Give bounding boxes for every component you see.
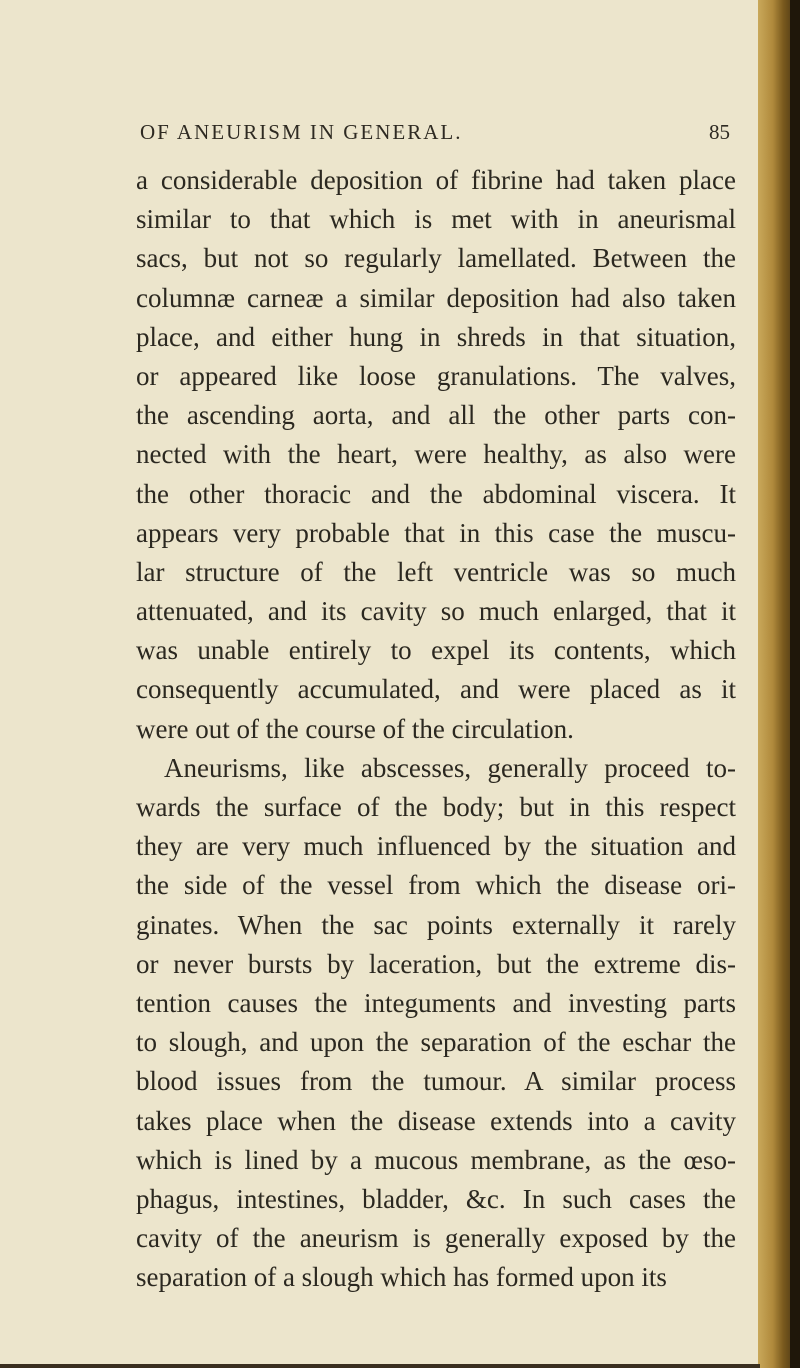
text-line: lar structure of the left ventricle was so much — [136, 556, 736, 587]
text-line: wards the surface of the body; but in this respect — [136, 792, 736, 822]
text-line: takes place when the disease extends into a cavity — [136, 1105, 736, 1136]
text-line: the side of the vessel from which the disease ori- — [136, 870, 736, 901]
text-line: consequently accumulated, and were placed as it — [136, 674, 736, 705]
body-text — [136, 161, 736, 1297]
text-line: the other thoracic and the abdominal viscera. It — [136, 478, 736, 509]
text-line: or appeared like loose granulations. The valves, — [136, 360, 736, 391]
text-line: sacs, but not so regularly lamellated. Between the — [136, 243, 736, 274]
text-line: phagus, intestines, bladder, &c. In such cases the — [136, 1183, 736, 1214]
text-line: were out of the course of the circulation. — [136, 713, 574, 744]
text-line: was unable entirely to expel its contents, which — [136, 635, 736, 666]
text-line: appears very probable that in this case the muscu- — [136, 517, 736, 548]
text-line: place, and either hung in shreds in that situation, — [136, 321, 736, 352]
text-line: cavity of the aneurism is generally exposed by the — [136, 1223, 736, 1254]
text-line: similar to that which is met with in aneurismal — [136, 204, 736, 235]
running-head — [140, 120, 730, 150]
text-line: the ascending aorta, and all the other parts con- — [136, 400, 736, 431]
text-line: separation of a slough which has formed upon its — [136, 1262, 667, 1293]
text-line: blood issues from the tumour. A similar process — [136, 1066, 736, 1097]
text-line: to slough, and upon the separation of the eschar the — [136, 1027, 736, 1058]
text-line: ginates. When the sac points externally it rarely — [136, 909, 736, 940]
text-line: or never bursts by laceration, but the extreme dis- — [136, 948, 736, 979]
text-line: they are very much influenced by the situation and — [136, 831, 736, 862]
paragraph — [136, 749, 736, 1298]
paragraph — [136, 161, 736, 749]
text-line: a considerable deposition of fibrine had taken place — [136, 165, 736, 195]
text-line: attenuated, and its cavity so much enlarged, that it — [136, 596, 736, 627]
text-line: columnæ carneæ a similar deposition had also taken — [136, 282, 736, 313]
text-line: Aneurisms, like abscesses, generally proceed to- — [164, 752, 736, 783]
book-spine-shadow — [790, 0, 800, 1368]
page-bottom-edge — [0, 1364, 760, 1368]
running-head-title: OF ANEURISM IN GENERAL. — [140, 120, 463, 144]
text-line: nected with the heart, were healthy, as also were — [136, 439, 736, 470]
text-line: which is lined by a mucous membrane, as the œso- — [136, 1144, 736, 1175]
page-number: 85 — [709, 120, 730, 144]
text-line: tention causes the integuments and investing parts — [136, 987, 736, 1018]
